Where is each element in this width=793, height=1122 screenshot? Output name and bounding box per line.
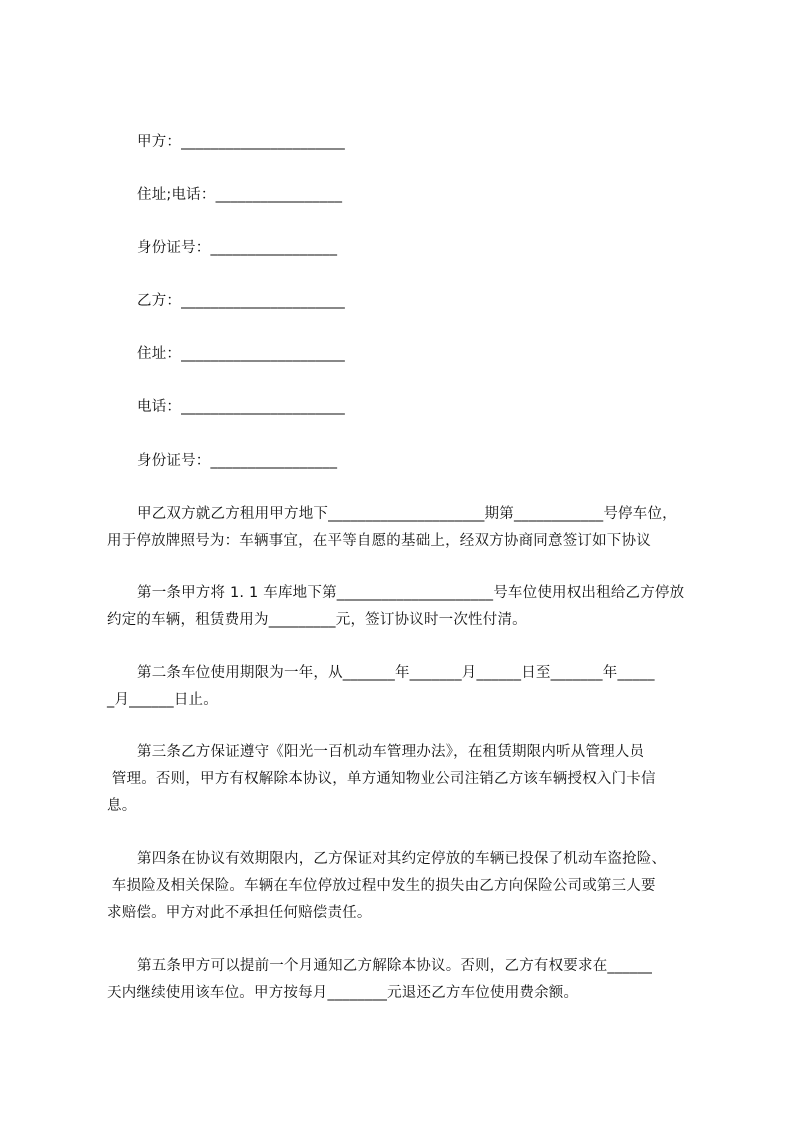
article-2-line-1: 第二条车位使用期限为一年，从_______年_______月______日至_______年_____ — [137, 665, 655, 681]
article-4-line-2: 车损险及相关保险。车辆在车位停放过程中发生的损失由乙方向保险公司或第三人要 — [107, 878, 656, 894]
article-2-line-2: _月______日止。 — [107, 692, 218, 708]
article-3-line-1: 第三条乙方保证遵守《阳光一百机动车管理办法》，在租赁期限内听从管理人员 — [137, 744, 645, 760]
party-a-address-phone-field: 住址;电话：_________________ — [137, 187, 343, 203]
article-4-line-1: 第四条在协议有效期限内，乙方保证对其约定停放的车辆已投保了机动车盗抢险、 — [137, 851, 667, 867]
article-5-line-1: 第五条甲方可以提前一个月通知乙方解除本协议。否则，乙方有权要求在______ — [137, 958, 653, 974]
party-a-field: 甲方：______________________ — [137, 134, 345, 150]
article-1-line-1: 第一条甲方将 1. 1 车库地下第_____________________号车位使用权出租给乙方停放 — [137, 585, 685, 601]
article-5-line-2: 天内继续使用该车位。甲方按每月________元退还乙方车位使用费余额。 — [107, 985, 579, 1001]
article-4-line-3: 求赔偿。甲方对此不承担任何赔偿责任。 — [107, 905, 372, 921]
intro-paragraph-line-1: 甲乙双方就乙方租用甲方地下_____________________期第____________号停车位， — [137, 506, 677, 522]
party-b-field: 乙方：______________________ — [137, 293, 345, 309]
article-3-line-2: 管理。否则，甲方有权解除本协议，单方通知物业公司注销乙方该车辆授权入门卡信 — [107, 771, 656, 787]
party-b-id-field: 身份证号：_________________ — [137, 453, 338, 469]
article-1-line-2: 约定的车辆，租赁费用为_________元，签订协议时一次性付清。 — [107, 612, 527, 628]
article-3-line-3: 息。 — [107, 798, 137, 814]
party-b-address-field: 住址：______________________ — [137, 346, 345, 362]
party-a-id-field: 身份证号：_________________ — [137, 240, 338, 256]
intro-paragraph-line-2: 用于停放牌照号为：车辆事宜，在平等自愿的基础上，经双方协商同意签订如下协议 — [107, 533, 651, 549]
party-b-phone-field: 电话：______________________ — [137, 399, 345, 415]
